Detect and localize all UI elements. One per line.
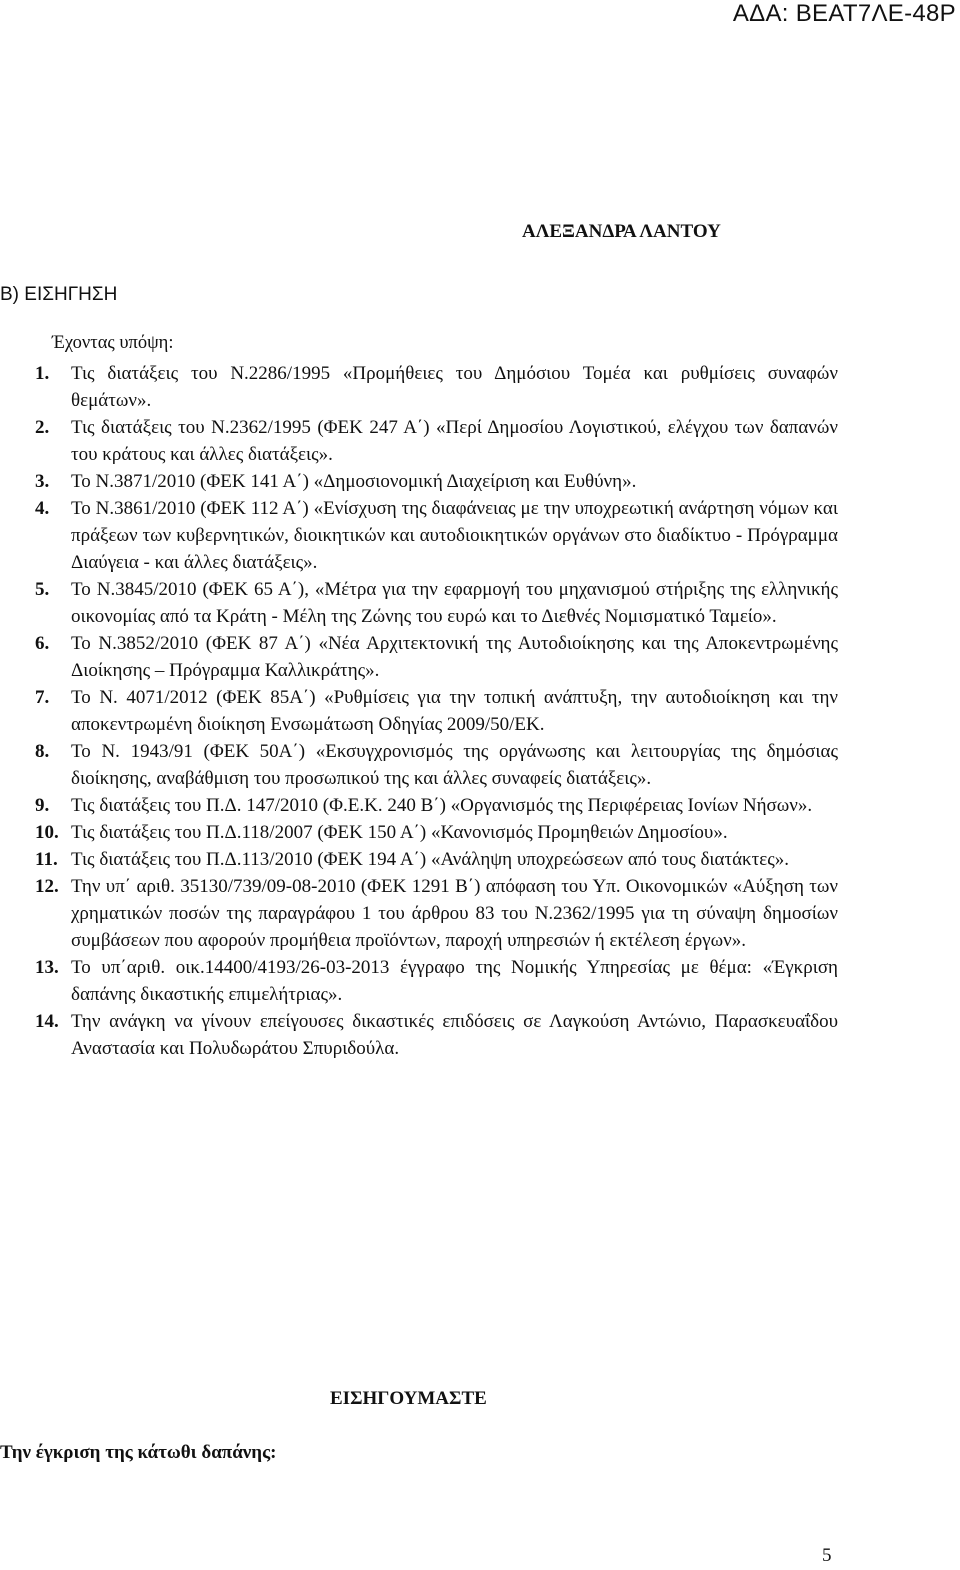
item-text: Το Ν.3871/2010 (ΦΕΚ 141 Α΄) «Δημοσιονομική Διαχείριση και Ευθύνη». (71, 471, 637, 492)
item-number: 1. (35, 363, 50, 384)
item-text: Το Ν. 1943/91 (ΦΕΚ 50Α΄) «Εκσυγχρονισμός της οργάνωσης και λειτουργίας της δημόσιας διοίκησης, αναβάθμιση του προσωπικού της και άλλες συναφείς διατάξεις». (71, 741, 838, 789)
item-number: 14. (35, 1011, 59, 1032)
item-number: 4. (35, 498, 50, 519)
item-text: Τις διατάξεις του Π.Δ.118/2007 (ΦΕΚ 150 Α΄) «Κανονισμός Προμηθειών Δημοσίου». (71, 822, 728, 843)
signer-name: ΑΛΕΞΑΝΔΡΑ ΛΑΝΤΟΥ (522, 221, 721, 242)
list-item (0, 495, 838, 576)
item-text: Τις διατάξεις του Ν.2286/1995 «Προμήθειες του Δημόσιου Τομέα και ρυθμίσεις συναφών θεμάτων». (71, 363, 838, 411)
ada-code: ΑΔΑ: ΒΕΑΤ7ΛΕ-48Ρ (732, 0, 956, 27)
item-text: Το Ν.3845/2010 (ΦΕΚ 65 Α΄), «Μέτρα για την εφαρμογή του μηχανισμού στήριξης της ελληνικής οικονομίας από τα Κράτη - Μέλη της Ζώνης του ευρώ και το Διεθνές Νομισματικό Ταμείο». (71, 579, 838, 627)
item-number: 11. (35, 849, 58, 870)
item-number: 3. (35, 471, 50, 492)
item-number: 9. (35, 795, 50, 816)
item-text: Τις διατάξεις του Π.Δ.113/2010 (ΦΕΚ 194 Α΄) «Ανάληψη υποχρεώσεων από τους διατάκτες». (71, 849, 790, 870)
list-item (0, 360, 838, 414)
list-item (0, 738, 838, 792)
item-text: Το Ν.3861/2010 (ΦΕΚ 112 Α΄) «Ενίσχυση της διαφάνειας με την υποχρεωτική ανάρτηση νόμων και πράξεων των κυβερνητικών, διοικητικών και αυτοδιοικητικών οργάνων στο διαδίκτυο - Πρόγραμμα Διαύγεια - και άλλες διατάξεις». (71, 498, 838, 573)
list-item (0, 954, 838, 1008)
list-item (0, 873, 838, 954)
section-title: Β) ΕΙΣΗΓΗΣΗ (0, 284, 118, 305)
list-item (0, 414, 838, 468)
item-text: Τις διατάξεις του Π.Δ. 147/2010 (Φ.Ε.Κ. 240 Β΄) «Οργανισμός της Περιφέρειας Ιονίων Νήσων». (71, 795, 813, 816)
item-text: Το Ν. 4071/2012 (ΦΕΚ 85Α΄) «Ρυθμίσεις για την τοπική ανάπτυξη, την αυτοδιοίκηση και την αποκεντρωμένη διοίκηση Ενσωμάτωση Οδηγίας 2009/50/ΕΚ. (71, 687, 838, 735)
item-number: 12. (35, 876, 59, 897)
list-item (0, 792, 838, 819)
legal-basis-list (0, 360, 838, 1062)
list-item (0, 468, 838, 495)
intro-text: Έχοντας υπόψη: (52, 333, 174, 353)
item-number: 13. (35, 957, 59, 978)
item-number: 10. (35, 822, 59, 843)
item-number: 8. (35, 741, 50, 762)
list-item (0, 1008, 838, 1062)
item-number: 5. (35, 579, 50, 600)
item-text: Το Ν.3852/2010 (ΦΕΚ 87 Α΄) «Νέα Αρχιτεκτονική της Αυτοδιοίκησης και της Αποκεντρωμένης Διοίκησης – Πρόγραμμα Καλλικράτης». (71, 633, 838, 681)
list-item (0, 576, 838, 630)
list-item (0, 630, 838, 684)
item-text: Την υπ΄ αριθ. 35130/739/09-08-2010 (ΦΕΚ 1291 Β΄) απόφαση του Υπ. Οικονομικών «Αύξηση των χρηματικών ποσών της παραγράφου 1 του άρθρου 83 του Ν.2362/1995 για τη σύναψη δημοσίων συμβάσεων που αφορούν προμήθεια προϊόντων, παροχή υπηρεσιών ή εκτέλεση έργων». (71, 876, 838, 951)
item-number: 6. (35, 633, 50, 654)
item-text: Το υπ΄αριθ. οικ.14400/4193/26-03-2013 έγγραφο της Νομικής Υπηρεσίας με θέμα: «Έγκριση δαπάνης δικαστικής επιμελήτριας». (71, 957, 838, 1005)
propose-heading: ΕΙΣΗΓΟΥΜΑΣΤΕ (330, 1388, 487, 1409)
approval-line: Την έγκριση της κάτωθι δαπάνης: (0, 1442, 277, 1463)
page-number: 5 (822, 1545, 832, 1566)
item-number: 2. (35, 417, 50, 438)
list-item (0, 684, 838, 738)
list-item (0, 819, 838, 846)
item-text: Την ανάγκη να γίνουν επείγουσες δικαστικές επιδόσεις σε Λαγκούση Αντώνιο, Παρασκευαΐδου Αναστασία και Πολυδωράτου Σπυριδούλα. (71, 1011, 838, 1059)
item-number: 7. (35, 687, 50, 708)
item-text: Τις διατάξεις του Ν.2362/1995 (ΦΕΚ 247 Α΄) «Περί Δημοσίου Λογιστικού, ελέγχου των δαπανών του κράτους και άλλες διατάξεις». (71, 417, 838, 465)
list-item (0, 846, 838, 873)
